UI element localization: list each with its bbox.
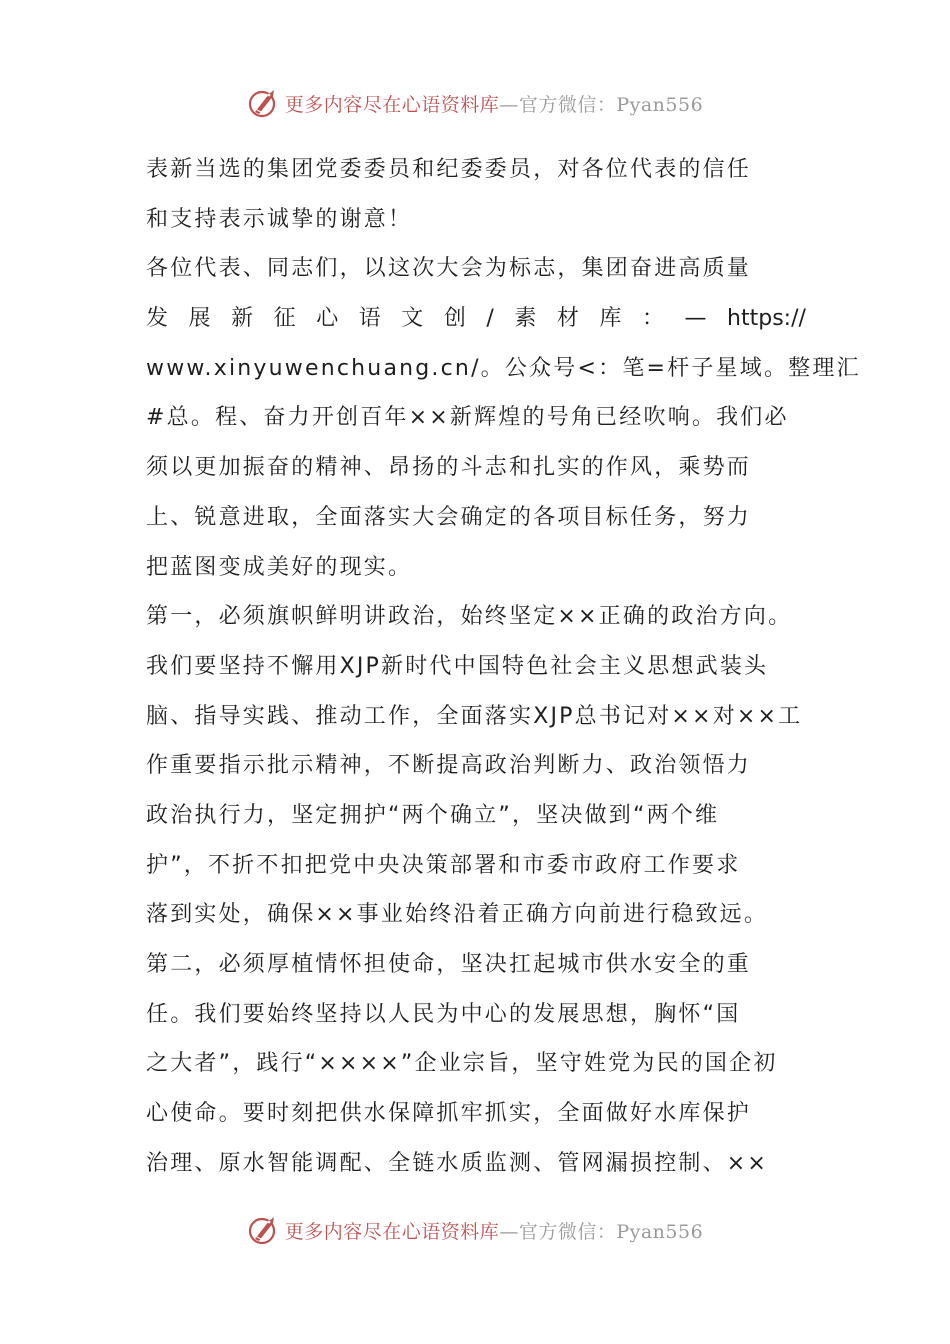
watermark-id: Pyan556 [616, 1220, 704, 1243]
text-line-10: 第一，必须旗帜鲜明讲政治，始终坚定××正确的政治方向。 [146, 604, 793, 630]
justified-char: 素 [514, 306, 537, 332]
text-line-5: www.xinyuwenchuang.cn/。公众号<：笔=杆子星域。整理汇 [146, 355, 861, 381]
justified-char: 发 [146, 306, 169, 332]
text-line-6: #总。程、奋力开创百年××新辉煌的号角已经吹响。我们必 [146, 405, 789, 431]
justified-char: 语 [358, 306, 381, 332]
justified-char: 库 [599, 306, 622, 332]
watermark-id: Pyan556 [616, 93, 704, 116]
justified-char: 新 [231, 306, 254, 332]
watermark-separator: — [499, 93, 519, 116]
justified-char: 创 [443, 306, 466, 332]
text-line-3: 各位代表、同志们，以这次大会为标志，集团奋进高质量 [146, 256, 752, 282]
justified-char: — [684, 306, 707, 332]
text-line-14: 政治执行力，坚定拥护“两个确立”，坚决做到“两个维 [146, 802, 720, 828]
justified-char: 征 [273, 306, 296, 332]
justified-char: https:// [727, 306, 806, 332]
text-line-20: 心使命。要时刻把供水保障抓牢抓实，全面做好水库保护 [146, 1101, 752, 1127]
text-line-12: 脑、指导实践、推动工作，全面落实XJP总书记对××对××工 [146, 703, 803, 729]
justified-char: ： [641, 306, 664, 332]
document-body [146, 145, 861, 1188]
watermark-gray-text: 官方微信： [518, 93, 617, 116]
justified-char: 材 [556, 306, 579, 332]
pen-nib-circle-icon [247, 1213, 281, 1247]
footer-watermark [0, 1210, 950, 1250]
justified-char: 展 [188, 306, 211, 332]
text-line-13: 作重要指示批示精神，不断提高政治判断力、政治领悟力 [146, 753, 752, 779]
watermark-text [285, 90, 703, 117]
text-line-15: 护”，不折不扣把党中央决策部署和市委市政府工作要求 [146, 852, 741, 878]
text-line-19: 之大者”，践行“××××”企业宗旨，坚守姓党为民的国企初 [146, 1051, 778, 1077]
watermark-red-text: 更多内容尽在心语资料库 [284, 1220, 500, 1243]
text-line-16: 落到实处，确保××事业始终沿着正确方向前进行稳致远。 [146, 902, 769, 928]
text-line-17: 第二，必须厚植情怀担使命，坚决扛起城市供水安全的重 [146, 952, 752, 977]
pen-nib-circle-icon [247, 86, 281, 120]
watermark-text [285, 1217, 703, 1244]
text-line-8: 上、锐意进取，全面落实大会确定的各项目标任务，努力 [146, 504, 752, 530]
text-line-18: 任。我们要始终坚持以人民为中心的发展思想，胸怀“国 [146, 1001, 741, 1027]
text-line-11: 我们要坚持不懈用XJP新时代中国特色社会主义思想武装头 [146, 653, 769, 679]
justified-char: 心 [316, 306, 339, 332]
text-line-4-justified [146, 294, 806, 344]
watermark-separator: — [499, 1220, 519, 1243]
justified-char: 文 [401, 306, 424, 332]
text-line-7: 须以更加振奋的精神、昂扬的斗志和扎实的作风，乘势而 [146, 455, 752, 481]
text-line-21: 治理、原水智能调配、全链水质监测、管网漏损控制、×× [146, 1150, 769, 1176]
header-watermark [0, 83, 950, 123]
text-line-2: 和支持表示诚挚的谢意！ [146, 206, 413, 232]
text-line-9: 把蓝图变成美好的现实。 [146, 554, 413, 580]
watermark-red-text: 更多内容尽在心语资料库 [284, 93, 500, 116]
watermark-gray-text: 官方微信： [518, 1220, 617, 1243]
text-line-1: 表新当选的集团党委委员和纪委委员，对各位代表的信任 [146, 157, 752, 182]
justified-char: / [486, 306, 494, 332]
